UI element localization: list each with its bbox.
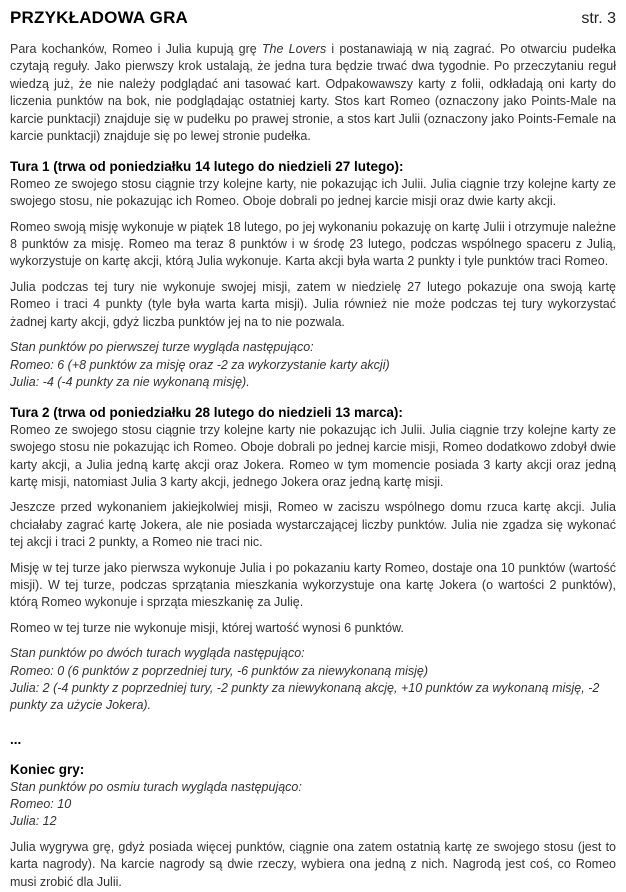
koniec-gry-score-julia: Julia: 12 [10,814,57,829]
tura-1-paragraph-2: Romeo swoją misję wykonuje w piątek 18 lutego, po jej wykonaniu pokazuję on kartę Julii i otrzymuje należne 8 punktów za misję. Romeo ma teraz 8 punktów i w środę 23 lutego, podczas wspólnego spaceru z Julią, wykorzystuje on kartę akcji, którą Julia wykonuje. Karta akcji była warta 2 punkty i tyle punktów traci Romeo. [10,219,616,269]
tura-1-heading: Tura 1 (trwa od poniedziałku 14 lutego do niedzieli 27 lutego): [10,159,404,175]
intro-text-after: i postanawiają w nią zagrać. Po otwarciu pudełka czytają reguły. Jako pierwszy krok ustalają, że jedna tura będzie trwać dwa tygodnie. Po przeczytaniu reguł wiedzą już, że nie należy podglądać ani tasować kart. Odpakowawszy karty z folii, odkładają oni karty do liczenia punktów na bok, nie podglądając ostatniej karty. Stos kart Romeo (oznaczony jako Points-Male na karcie punktacji) znajduje się w pudełku po prawej stronie, a stos kart Julii (oznaczony jako Points-Female na karcie punktacji) znajduje się po lewej stronie pudełka. [10,42,616,144]
section-tura-1 [10,158,616,391]
tura-2-paragraph-2: Jeszcze przed wykonaniem jakiejkolwiej misji, Romeo w zaciszu wspólnego domu rzuca kartę akcji. Julia chciałaby zagrać kartę Jokera, ale nie posiada wystarczającej liczby punktów. Julia nie zgadza się wykonać tej akcji i traci 2 punkty, a Romeo nie traci nic. [10,500,616,550]
intro-paragraph [10,41,616,145]
tura-2-paragraph-3: Misję w tej turze jako pierwsza wykonuje Julia i po pokazaniu karty Romeo, dostaje ona 10 punktów (wartość misji). W tej turze, podczas sprzątania mieszkania wykorzystuje ona kartę Jokera (o wartości 2 punktów), którą Romeo wykonuje i sprząta mieszkanię za Julię. [10,560,616,610]
page-number: str. 3 [581,10,616,27]
koniec-gry-score-block [10,779,616,831]
tura-2-paragraph-1: Romeo ze swojego stosu ciągnie trzy kolejne karty nie pokazując ich Julii. Julia ciągnie trzy kolejne karty ze swojego stosu nie pokazując ich Romeo. Oboje dobrali po jednej karcie misji, Romeo dodatkowo zdobył dwie karty akcji, a Julia jedną kartę akcji oraz Jokera. Romeo w tym momencie posiada 3 karty akcji oraz jedną kartę misji, natomiast Julia 3 karty akcji, jednego Jokera oraz jedną kartę misji. [10,422,616,489]
tura-2-score-intro: Stan punktów po dwóch turach wygląda następująco: [10,646,305,661]
tura-1-score-intro: Stan punktów po pierwszej turze wygląda następująco: [10,340,314,355]
tura-2-score-block [10,645,616,715]
tura-2-heading: Tura 2 (trwa od poniedziałku 28 lutego do niedzieli 13 marca): [10,405,403,421]
game-title: The Lovers [261,42,327,56]
tura-2-paragraph-4: Romeo w tej turze nie wykonuje misji, której wartość wynosi 6 punktów. [10,620,404,635]
koniec-gry-paragraph: Julia wygrywa grę, gdyż posiada więcej punktów, ciągnie ona zatem ostatnią kartę ze swojego stosu (jest to karta nagrody). Na karcie nagrody są dwie rzeczy, wybiera ona jedną z nich. Nagrodą jest coś, co Romeo musi zrobić dla Julii. [10,839,616,889]
tura-1-score-julia: Julia: -4 (-4 punkty za nie wykonaną misję). [10,374,250,389]
tura-2-score-julia: Julia: 2 (-4 punkty z poprzedniej tury, -2 punkty za niewykonaną akcję, +10 punktów za wykonaną misję, -2 punkty za użycie Jokera). [10,681,600,713]
koniec-gry-score-romeo: Romeo: 10 [10,797,72,812]
tura-1-paragraph-3: Julia podczas tej tury nie wykonuje swojej misji, zatem w niedzielę 27 lutego pokazuje ona swoją kartę Romeo i traci 4 punkty (tyle była warta karta misji). Julia również nie może podczas tej tury wykorzystać żadnej karty akcji, gdyż liczba punktów jej na to nie pozwala. [10,279,616,329]
tura-1-paragraph-1: Romeo ze swojego stosu ciągnie trzy kolejne karty, nie pokazując ich Julii. Julia ciągnie trzy kolejne karty ze swojego stosu, nie pokazując ich Romeo. Oboje dobrali po jednej karcie misji oraz dwie karty akcji. [10,176,616,209]
intro-text-before: Para kochanków, Romeo i Julia kupują grę [10,42,262,56]
section-tura-2 [10,404,616,715]
tura-1-score-block [10,339,616,391]
section-koniec-gry [10,761,616,891]
tura-1-score-romeo: Romeo: 6 (+8 punktów za misję oraz -2 za wykorzystanie karty akcji) [10,357,390,372]
page-header [10,8,616,28]
koniec-gry-score-intro: Stan punktów po osmiu turach wygląda następująco: [10,779,302,794]
page-title: PRZYKŁADOWA GRA [10,8,189,27]
koniec-gry-heading: Koniec gry: [10,762,85,778]
tura-2-score-romeo: Romeo: 0 (6 punktów z poprzedniej tury, -6 punktów za niewykonaną misję) [10,663,429,678]
ellipsis-separator: ... [10,731,22,747]
